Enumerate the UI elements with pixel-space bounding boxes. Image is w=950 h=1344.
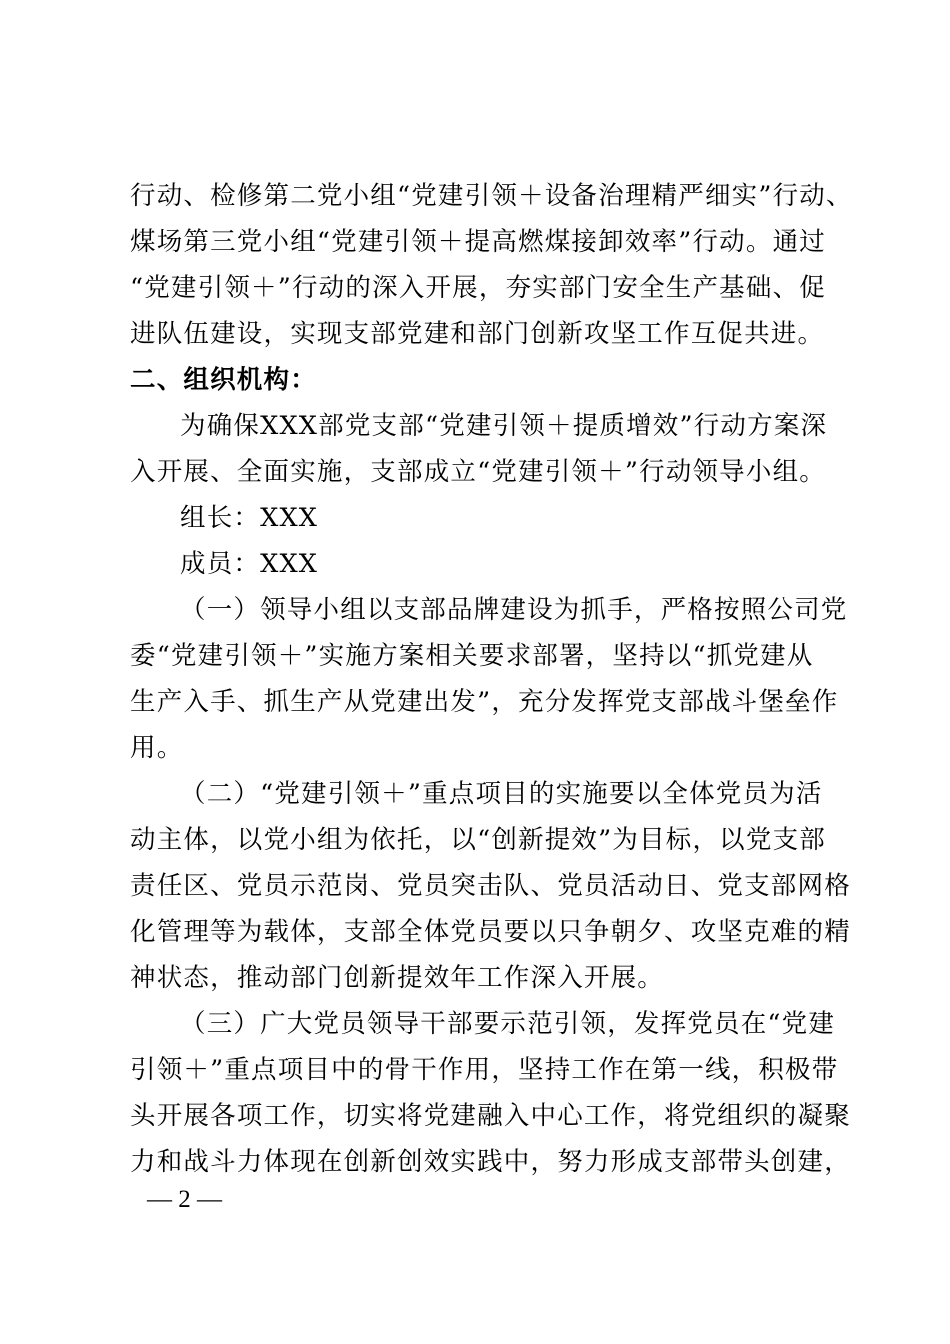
paragraph-1-line-3: “党建引领＋”行动的深入开展，夯实部门安全生产基础、促 <box>130 273 826 303</box>
item-1-line-2: 委“党建引领＋”实施方案相关要求部署，坚持以“抓党建从 <box>130 641 814 671</box>
page-number: — 2 — <box>147 1186 222 1213</box>
item-2-line-4: 化管理等为载体，支部全体党员要以只争朝夕、攻坚克难的精 <box>130 917 851 947</box>
item-2-line-2: 动主体，以党小组为依托，以“创新提效”为目标，以党支部 <box>130 825 826 855</box>
section-heading-organization: 二、组织机构： <box>130 365 317 395</box>
paragraph-1-line-2: 煤场第三党小组“党建引领＋提高燃煤接卸效率”行动。通过 <box>130 227 826 257</box>
item-3-line-3: 头开展各项工作，切实将党建融入中心工作，将党组织的凝聚 <box>130 1101 851 1131</box>
paragraph-2-line-2: 入开展、全面实施，支部成立“党建引领＋”行动领导小组。 <box>130 457 826 487</box>
group-leader-line: 组长：XXX <box>180 503 319 533</box>
item-2-line-1: （二）“党建引领＋”重点项目的实施要以全体党员为活 <box>180 779 823 809</box>
item-3-line-4: 力和战斗力体现在创新创效实践中，努力形成支部带头创建， <box>130 1147 851 1177</box>
paragraph-1-line-1: 行动、检修第二党小组“党建引领＋设备治理精严细实”行动、 <box>130 181 853 211</box>
item-3-line-1: （三）广大党员领导干部要示范引领，发挥党员在“党建 <box>180 1009 836 1039</box>
item-1-line-3: 生产入手、抓生产从党建出发”，充分发挥党支部战斗堡垒作 <box>130 687 839 717</box>
item-1-line-4: 用。 <box>130 733 184 763</box>
group-members-line: 成员：XXX <box>180 549 319 579</box>
item-2-line-3: 责任区、党员示范岗、党员突击队、党员活动日、党支部网格 <box>130 871 851 901</box>
paragraph-2-line-1: 为确保XXX部党支部“党建引领＋提质增效”行动方案深 <box>180 411 828 441</box>
item-3-line-2: 引领＋”重点项目中的骨干作用，坚持工作在第一线，积极带 <box>130 1055 839 1085</box>
item-1-line-1: （一）领导小组以支部品牌建设为抓手，严格按照公司党 <box>180 595 848 625</box>
item-2-line-5: 神状态，推动部门创新提效年工作深入开展。 <box>130 963 665 993</box>
paragraph-1-line-4: 进队伍建设，实现支部党建和部门创新攻坚工作互促共进。 <box>130 319 825 349</box>
